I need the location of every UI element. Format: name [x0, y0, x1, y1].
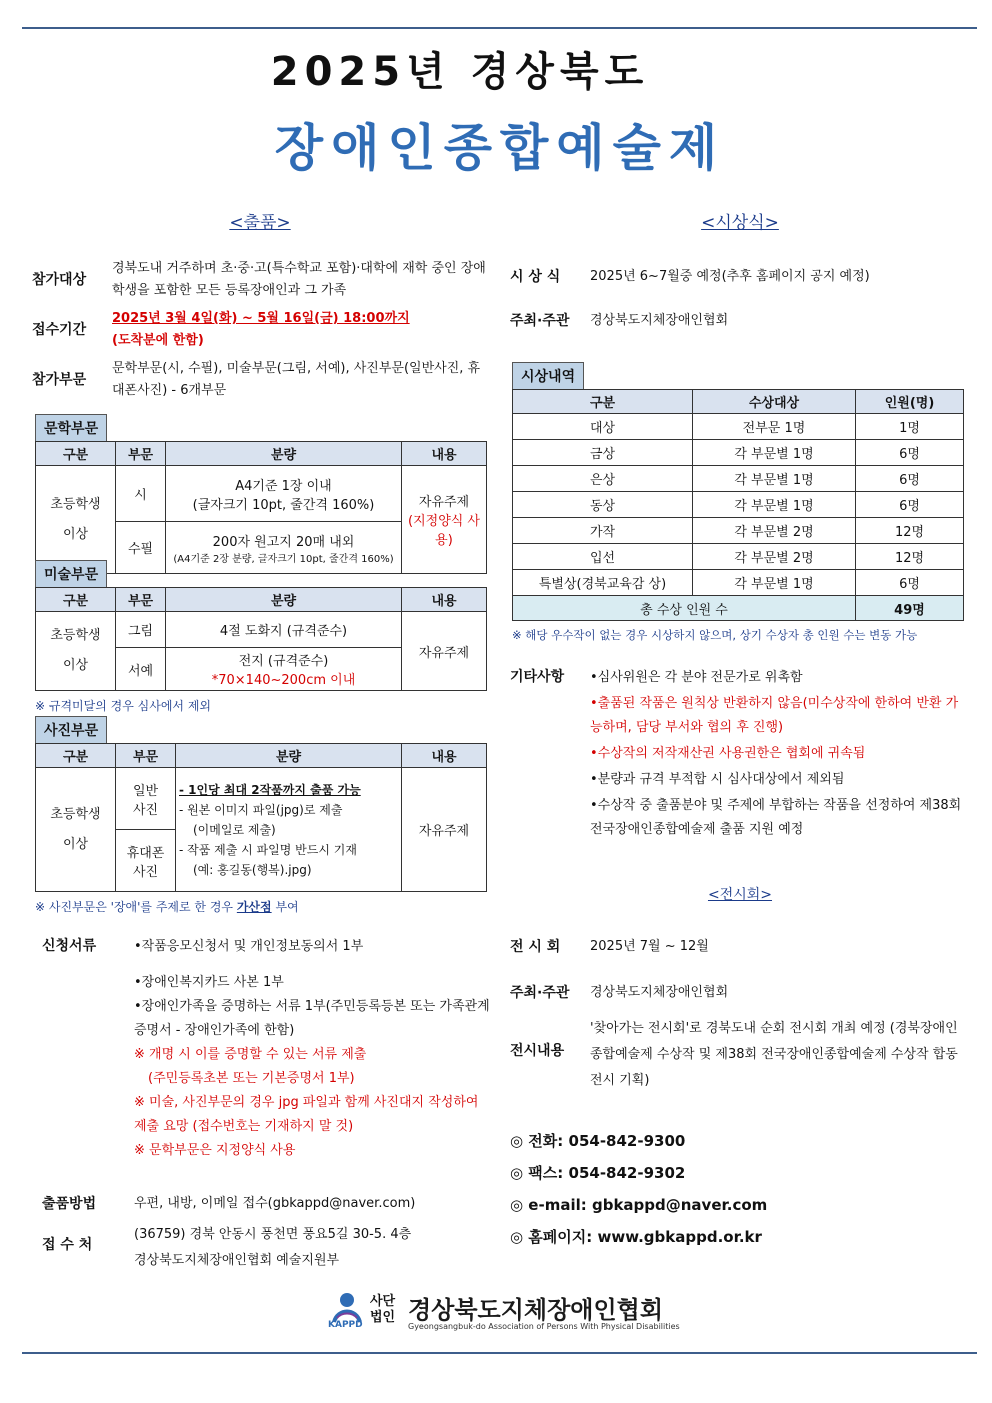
footer-abbr: KAPPD	[328, 1320, 363, 1330]
period-sub: (도착분에 한함)	[112, 333, 204, 348]
photo-part: 일반 사진	[116, 768, 176, 830]
place-row	[42, 1222, 492, 1274]
exhibit-host-text: 경상북도지체장애인협회	[590, 985, 729, 1000]
method-text: 우편, 내방, 이메일 접수(gbkappd@naver.com)	[134, 1196, 416, 1211]
photo-header: 구분	[36, 744, 116, 768]
participants-text: 경북도내 거주하며 초·중·고(특수학교 포함)·대학에 재학 중인 장애학생을 포함한 모든 등록장애인과 그 가족	[112, 261, 486, 298]
docs-note: (주민등록초본 또는 기본증명서 1부)	[148, 1071, 355, 1086]
label-categories: 참가부문	[32, 372, 87, 388]
awards-row	[513, 414, 964, 440]
docs-note: ※ 미술, 사진부문의 경우 jpg 파일과 함께 사진대지 작성하여 제출 요망 (접수번호는 기재하지 말 것)	[134, 1095, 479, 1134]
period-text: 2025년 3월 4일(화) ~ 5월 16일(금) 18:00까지	[112, 311, 410, 326]
exhibit-heading: <전시회>	[707, 887, 773, 903]
art-table	[35, 587, 487, 691]
awards-cell: 동상	[513, 492, 693, 518]
photo-line: - 1인당 최대 2작품까지 출품 가능	[179, 782, 361, 797]
awards-header: 인원(명)	[856, 390, 964, 414]
awards-cell: 6명	[856, 440, 964, 466]
place-line: 경상북도지체장애인협회 예술지원부	[134, 1253, 340, 1268]
art-tag: 미술부문	[35, 560, 107, 587]
lit-header: 구분	[36, 442, 116, 466]
lit-table	[35, 441, 487, 574]
awards-cell: 각 부문별 1명	[693, 570, 856, 596]
misc-item: •수상작 중 출품분야 및 주제에 부합하는 작품을 선정하여 제38회 전국장애인종합예술제 출품 지원 예정	[590, 798, 962, 837]
awards-header: 구분	[513, 390, 693, 414]
photo-content: 자유주제	[402, 768, 487, 892]
exhibit-text: 2025년 7월 ~ 12월	[590, 939, 709, 954]
lit-tag: 문학부문	[35, 414, 107, 441]
docs-item: •장애인가족을 증명하는 서류 1부(주민등록등본 또는 가족관계증명서 - 장애인가족에 한함)	[134, 999, 490, 1038]
submission-heading: <출품>	[229, 213, 291, 233]
art-amount-sub: *70×140~200cm 이내	[211, 673, 356, 688]
awards-row	[513, 466, 964, 492]
method-label: 출품방법	[42, 1196, 97, 1212]
ceremony-heading: <시상식>	[701, 213, 779, 233]
photo-header: 분량	[176, 744, 402, 768]
art-header: 내용	[402, 588, 487, 612]
art-part: 그림	[116, 612, 166, 648]
misc-label: 기타사항	[510, 669, 565, 685]
lit-group: 초등학생 이상	[36, 466, 116, 574]
awards-cell: 대상	[513, 414, 693, 440]
lit-content-sub: (지정양식 사용)	[408, 514, 480, 548]
awards-row	[513, 440, 964, 466]
contacts	[510, 1125, 970, 1253]
misc-item: •분량과 규격 부적합 시 심사대상에서 제외됨	[590, 772, 845, 787]
homepage-contact: ◎ 홈페이지: www.gbkappd.or.kr	[510, 1228, 762, 1246]
photo-section	[35, 716, 487, 915]
awards-row	[513, 518, 964, 544]
method-row	[42, 1193, 492, 1215]
top-rule	[22, 27, 977, 29]
ceremony-label: 시 상 식	[510, 269, 561, 285]
exhibit-label: 전 시 회	[510, 939, 561, 955]
photo-header: 부문	[116, 744, 176, 768]
awards-tag: 시상내역	[512, 362, 584, 389]
awards-total-label: 총 수상 인원 수	[513, 596, 856, 621]
awards-cell: 각 부문별 2명	[693, 518, 856, 544]
photo-part: 휴대폰 사진	[116, 830, 176, 892]
exhibit-host-row	[510, 982, 970, 1004]
bottom-rule	[22, 1352, 977, 1354]
awards-cell: 12명	[856, 544, 964, 570]
footer-name: 경상북도지체장애인협회	[408, 1296, 664, 1324]
email-contact: ◎ e-mail: gbkappd@naver.com	[510, 1196, 768, 1214]
awards-row	[513, 570, 964, 596]
photo-line: - 작품 제출 시 파일명 반드시 기재	[179, 842, 357, 857]
ceremony-text: 2025년 6~7월중 예정(추후 홈페이지 공지 예정)	[590, 269, 870, 284]
awards-cell: 12명	[856, 518, 964, 544]
docs-note: ※ 개명 시 이를 증명할 수 있는 서류 제출	[134, 1047, 367, 1062]
docs-note: ※ 문학부문은 지정양식 사용	[134, 1143, 296, 1158]
photo-note-pre: ※ 사진부문은 '장애'를 주제로 한 경우	[35, 900, 237, 914]
fax-contact: ◎ 팩스: 054-842-9302	[510, 1164, 686, 1182]
misc-list	[590, 666, 970, 844]
lit-amount-sub: (A4기준 2장 분량, 글자크기 10pt, 줄간격 160%)	[173, 553, 394, 565]
lit-part: 시	[116, 466, 166, 522]
awards-cell: 각 부문별 1명	[693, 440, 856, 466]
footer-english: Gyeongsangbuk-do Association of Persons With Physical Disabilities	[408, 1322, 680, 1331]
awards-cell: 금상	[513, 440, 693, 466]
label-participants: 참가대상	[32, 272, 87, 288]
art-amount: 전지 (규격준수)	[238, 654, 329, 669]
awards-cell: 은상	[513, 466, 693, 492]
host-row	[510, 310, 970, 332]
misc-item: •출품된 작품은 원칙상 반환하지 않음(미수상작에 한하여 반환 가능하며, 담당 부서와 협의 후 진행)	[590, 696, 959, 735]
lit-amount: A4기준 1장 이내	[235, 478, 332, 494]
title-line-2: 장애인종합예술제	[274, 119, 726, 177]
photo-line: (예: 홍길동(행복).jpg)	[193, 862, 312, 877]
awards-cell: 입선	[513, 544, 693, 570]
misc-item: •수상작의 저작재산권 사용권한은 협회에 귀속됨	[590, 746, 866, 761]
lit-amount-sub: (글자크기 10pt, 줄간격 160%)	[192, 497, 375, 513]
docs-item: •장애인복지카드 사본 1부	[134, 975, 284, 990]
misc-item: •심사위원은 각 분야 전문가로 위촉함	[590, 670, 803, 685]
host-text: 경상북도지체장애인협회	[590, 313, 729, 328]
awards-cell: 전부문 1명	[693, 414, 856, 440]
photo-note-post: 부여	[271, 900, 299, 914]
awards-row	[513, 492, 964, 518]
awards-cell: 각 부문별 1명	[693, 492, 856, 518]
label-period: 접수기간	[32, 322, 87, 338]
art-amount: 4절 도화지 (규격준수)	[166, 612, 402, 648]
host-label: 주최·주관	[510, 313, 570, 329]
photo-line: - 원본 이미지 파일(jpg)로 제출	[179, 802, 343, 817]
awards-cell: 6명	[856, 492, 964, 518]
awards-section	[512, 362, 964, 643]
photo-table	[35, 743, 487, 892]
art-header: 분량	[166, 588, 402, 612]
photo-note-bold: 가산점	[236, 900, 272, 914]
photo-group: 초등학생 이상	[36, 768, 116, 892]
exhibit-content-label: 전시내용	[510, 1043, 565, 1059]
awards-note: ※ 해당 우수작이 없는 경우 시상하지 않으며, 상기 수상자 총 인원 수는 변동 가능	[512, 628, 918, 642]
place-label: 접 수 처	[42, 1237, 93, 1253]
exhibit-host-label: 주최·주관	[510, 985, 570, 1001]
photo-header: 내용	[402, 744, 487, 768]
footer-corp1: 사단	[370, 1294, 396, 1309]
awards-cell: 1명	[856, 414, 964, 440]
categories-text: 문학부문(시, 수필), 미술부문(그림, 서예), 사진부문(일반사진, 휴대폰사진) - 6개부문	[112, 361, 481, 398]
place-line: (36759) 경북 안동시 풍천면 풍요5길 30-5. 4층	[134, 1227, 412, 1242]
footer-corp2: 법인	[370, 1310, 396, 1325]
art-part: 서예	[116, 648, 166, 691]
exhibit-content-row	[510, 1016, 970, 1094]
title-line-1: 2025년 경상북도	[270, 49, 650, 95]
ceremony-row	[510, 266, 970, 288]
lit-header: 분량	[166, 442, 402, 466]
awards-cell: 6명	[856, 466, 964, 492]
exhibit-row	[510, 936, 970, 958]
art-header: 구분	[36, 588, 116, 612]
exhibit-content-text: '찾아가는 전시회'로 경북도내 순회 전시회 개최 예정 (경북장애인종합예술제 수상작 및 제38회 전국장애인종합예술제 수상작 합동전시 기획)	[590, 1021, 958, 1088]
docs-item: •작품응모신청서 및 개인정보동의서 1부	[134, 939, 364, 954]
lit-header: 내용	[402, 442, 487, 466]
docs-label: 신청서류	[42, 938, 97, 954]
photo-note	[35, 898, 487, 915]
lit-amount: 200자 원고지 20매 내외	[212, 534, 355, 550]
art-section	[35, 560, 487, 714]
submission-info	[32, 258, 492, 402]
awards-table	[512, 389, 964, 621]
awards-header: 수상대상	[693, 390, 856, 414]
awards-cell: 각 부문별 2명	[693, 544, 856, 570]
footer-logo	[328, 1290, 688, 1340]
awards-cell: 특별상(경북교육감 상)	[513, 570, 693, 596]
lit-part: 수필	[116, 522, 166, 574]
misc-section	[510, 666, 970, 844]
art-note: ※ 규격미달의 경우 심사에서 제외	[35, 699, 212, 713]
awards-cell: 가작	[513, 518, 693, 544]
awards-total-value: 49명	[856, 596, 964, 621]
awards-cell: 6명	[856, 570, 964, 596]
photo-tag: 사진부문	[35, 716, 107, 743]
lit-content: 자유주제	[418, 495, 470, 510]
photo-line: (이메일로 제출)	[193, 822, 276, 837]
phone-contact: ◎ 전화: 054-842-9300	[510, 1132, 686, 1150]
awards-cell: 각 부문별 1명	[693, 466, 856, 492]
lit-section	[35, 414, 487, 574]
art-group: 초등학생 이상	[36, 612, 116, 691]
art-header: 부문	[116, 588, 166, 612]
art-content: 자유주제	[402, 612, 487, 691]
lit-header: 부문	[116, 442, 166, 466]
docs-section	[42, 935, 492, 1163]
awards-row	[513, 544, 964, 570]
